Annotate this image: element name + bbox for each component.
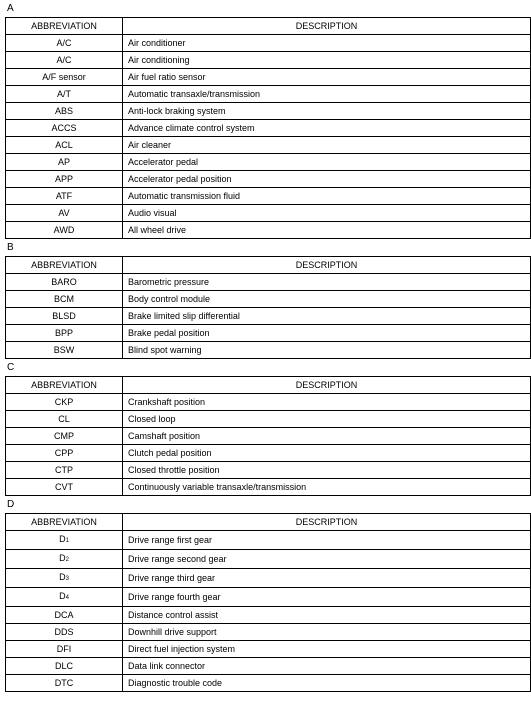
column-header-description: DESCRIPTION <box>123 377 531 394</box>
description-cell: Drive range first gear <box>123 531 531 550</box>
abbreviation-cell: ABS <box>6 103 123 120</box>
description-cell: Closed loop <box>123 411 531 428</box>
description-cell: Barometric pressure <box>123 274 531 291</box>
table-row <box>6 308 531 325</box>
abbreviation-cell: CKP <box>6 394 123 411</box>
abbreviation-cell: CVT <box>6 479 123 496</box>
table-row <box>6 35 531 52</box>
abbreviation-cell: BARO <box>6 274 123 291</box>
description-cell: Clutch pedal position <box>123 445 531 462</box>
table-row <box>6 658 531 675</box>
table-row <box>6 531 531 550</box>
abbreviation-cell: DCA <box>6 607 123 624</box>
description-cell: Air cleaner <box>123 137 531 154</box>
abbreviation-cell: BSW <box>6 342 123 359</box>
abbreviation-cell: BCM <box>6 291 123 308</box>
section-letter: D <box>7 499 15 510</box>
table-header-row <box>6 18 531 35</box>
abbreviation-cell: CTP <box>6 462 123 479</box>
column-header-abbreviation: ABBREVIATION <box>6 257 123 274</box>
abbreviation-cell: A/C <box>6 35 123 52</box>
table-row <box>6 428 531 445</box>
table-row <box>6 411 531 428</box>
description-cell: Advance climate control system <box>123 120 531 137</box>
description-cell: Anti-lock braking system <box>123 103 531 120</box>
column-header-abbreviation: ABBREVIATION <box>6 18 123 35</box>
table-row <box>6 52 531 69</box>
description-cell: Brake pedal position <box>123 325 531 342</box>
abbreviation-cell: CL <box>6 411 123 428</box>
abbreviation-cell: DFI <box>6 641 123 658</box>
description-cell: Audio visual <box>123 205 531 222</box>
table-row <box>6 675 531 692</box>
table-row <box>6 641 531 658</box>
abbreviation-cell: ACL <box>6 137 123 154</box>
abbreviation-table <box>5 513 531 692</box>
abbreviation-table <box>5 256 531 359</box>
abbreviation-cell: A/C <box>6 52 123 69</box>
description-cell: Automatic transmission fluid <box>123 188 531 205</box>
description-cell: All wheel drive <box>123 222 531 239</box>
description-cell: Accelerator pedal <box>123 154 531 171</box>
description-cell: Air conditioning <box>123 52 531 69</box>
description-cell: Drive range third gear <box>123 569 531 588</box>
description-cell: Distance control assist <box>123 607 531 624</box>
description-cell: Diagnostic trouble code <box>123 675 531 692</box>
description-cell: Camshaft position <box>123 428 531 445</box>
abbreviation-cell: CPP <box>6 445 123 462</box>
table-row <box>6 103 531 120</box>
table-row <box>6 120 531 137</box>
table-header-row <box>6 257 531 274</box>
abbreviation-cell: DTC <box>6 675 123 692</box>
abbreviation-cell: BLSD <box>6 308 123 325</box>
table-row <box>6 222 531 239</box>
table-row <box>6 607 531 624</box>
abbreviation-table <box>5 17 531 239</box>
description-cell: Direct fuel injection system <box>123 641 531 658</box>
description-cell: Crankshaft position <box>123 394 531 411</box>
table-row <box>6 445 531 462</box>
column-header-abbreviation: ABBREVIATION <box>6 377 123 394</box>
description-cell: Air conditioner <box>123 35 531 52</box>
abbreviation-cell: AP <box>6 154 123 171</box>
section-letter: C <box>7 362 15 373</box>
abbreviation-cell: D4 <box>6 588 123 607</box>
table-row <box>6 342 531 359</box>
abbreviation-cell: APP <box>6 171 123 188</box>
abbreviation-cell: ACCS <box>6 120 123 137</box>
column-header-description: DESCRIPTION <box>123 18 531 35</box>
description-cell: Continuously variable transaxle/transmission <box>123 479 531 496</box>
column-header-abbreviation: ABBREVIATION <box>6 514 123 531</box>
abbreviation-cell: D1 <box>6 531 123 550</box>
abbreviation-cell: A/F sensor <box>6 69 123 86</box>
table-row <box>6 86 531 103</box>
table-header-row <box>6 377 531 394</box>
column-header-description: DESCRIPTION <box>123 514 531 531</box>
table-row <box>6 154 531 171</box>
table-row <box>6 274 531 291</box>
table-row <box>6 137 531 154</box>
description-cell: Closed throttle position <box>123 462 531 479</box>
table-row <box>6 394 531 411</box>
abbreviation-table <box>5 376 531 496</box>
table-row <box>6 69 531 86</box>
table-row <box>6 624 531 641</box>
table-row <box>6 171 531 188</box>
column-header-description: DESCRIPTION <box>123 257 531 274</box>
description-cell: Downhill drive support <box>123 624 531 641</box>
abbreviation-cell: AV <box>6 205 123 222</box>
abbreviation-cell: AWD <box>6 222 123 239</box>
section-letter: B <box>7 242 14 253</box>
table-row <box>6 479 531 496</box>
table-row <box>6 569 531 588</box>
table-row <box>6 325 531 342</box>
abbreviation-cell: ATF <box>6 188 123 205</box>
description-cell: Blind spot warning <box>123 342 531 359</box>
table-row <box>6 462 531 479</box>
description-cell: Data link connector <box>123 658 531 675</box>
abbreviation-cell: A/T <box>6 86 123 103</box>
description-cell: Drive range second gear <box>123 550 531 569</box>
abbreviation-cell: D3 <box>6 569 123 588</box>
abbreviation-cell: D2 <box>6 550 123 569</box>
abbreviation-cell: DLC <box>6 658 123 675</box>
abbreviation-cell: BPP <box>6 325 123 342</box>
description-cell: Accelerator pedal position <box>123 171 531 188</box>
table-row <box>6 588 531 607</box>
table-header-row <box>6 514 531 531</box>
section-letter: A <box>7 3 14 14</box>
table-row <box>6 550 531 569</box>
description-cell: Brake limited slip differential <box>123 308 531 325</box>
table-row <box>6 291 531 308</box>
table-row <box>6 205 531 222</box>
description-cell: Air fuel ratio sensor <box>123 69 531 86</box>
description-cell: Automatic transaxle/transmission <box>123 86 531 103</box>
description-cell: Body control module <box>123 291 531 308</box>
description-cell: Drive range fourth gear <box>123 588 531 607</box>
table-row <box>6 188 531 205</box>
abbreviation-cell: CMP <box>6 428 123 445</box>
abbreviation-cell: DDS <box>6 624 123 641</box>
